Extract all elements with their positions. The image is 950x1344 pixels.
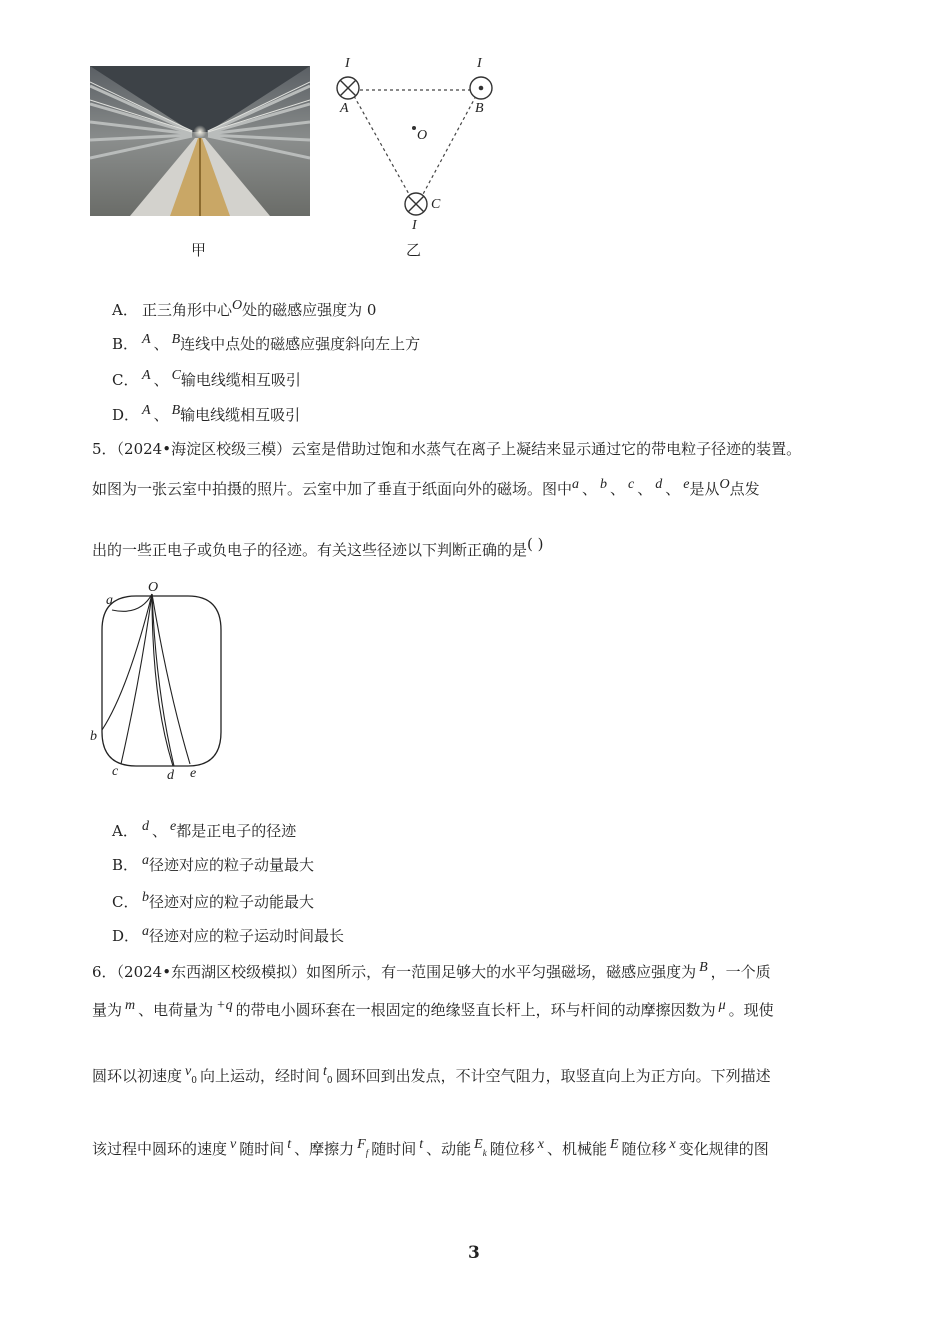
q6-line-4: 该过程中圆环的速度 v 随时间 t 、摩擦力 Ff 随时间 t 、动能 Ek 随位移 x 、机械能 E 随位移 x 变化规律的图 — [92, 1137, 769, 1158]
label-track-d: d — [167, 768, 174, 783]
track-e — [152, 594, 190, 764]
label-point-c: C — [431, 197, 441, 212]
track-b — [102, 594, 152, 730]
figure-yi-caption: 乙 — [406, 241, 422, 259]
label-point-o: O — [417, 128, 428, 143]
q4-option-d[interactable]: D． A 、 B输电线缆相互吸引 — [112, 403, 301, 424]
label-point-a: A — [340, 101, 349, 116]
label-current-b: I — [477, 56, 482, 71]
label-track-c: c — [112, 764, 119, 779]
q6-line-3: 圆环以初速度 v0 向上运动，经时间 t0 圆环回到出发点，不计空气阻力，取竖直向上为正方向。下列描述 — [92, 1064, 771, 1086]
q5-option-b[interactable]: B． a径迹对应的粒子动量最大 — [112, 853, 315, 874]
cable-triangle-diagram — [330, 56, 510, 266]
q5-option-a[interactable]: A． d 、 e都是正电子的径迹 — [112, 819, 297, 840]
page-number: 3 — [468, 1243, 480, 1263]
figure-jia-caption: 甲 — [191, 241, 207, 259]
q4-option-c[interactable]: C． A 、 C输电线缆相互吸引 — [112, 368, 301, 389]
cable-a-into-page-icon — [337, 77, 359, 99]
q5-line-3: 出的一些正电子或负电子的径迹。有关这些径迹以下判断正确的是( ) — [92, 535, 544, 559]
label-track-b: b — [90, 729, 97, 744]
q6-line-2: 量为 m 、电荷量为 +q 的带电小圆环套在一根固定的绝缘竖直长杆上，环与杆间的动摩擦因数为 μ 。现使 — [92, 998, 774, 1019]
cloud-chamber-diagram — [88, 580, 238, 785]
center-point-icon — [412, 126, 416, 130]
label-current-a: I — [345, 56, 350, 71]
label-origin-o: O — [148, 580, 159, 595]
label-track-e: e — [190, 766, 197, 781]
q5-option-c[interactable]: C． b径迹对应的粒子动能最大 — [112, 890, 315, 911]
q4-option-b[interactable]: B． A 、 B连线中点处的磁感应强度斜向左上方 — [112, 332, 421, 353]
label-track-a: a — [106, 593, 113, 608]
cable-c-into-page-icon — [405, 193, 427, 215]
track-d-1 — [152, 594, 173, 766]
answer-bracket: ( ) — [527, 535, 544, 553]
q6-line-1: 6．（2024•东西湖区校级模拟）如图所示，有一范围足够大的水平匀强磁场，磁感应强度为 B ，一个质 — [92, 960, 771, 981]
track-c — [121, 594, 152, 764]
q5-line-1: 5．（2024•海淀区校级三模）云室是借助过饱和水蒸气在离子上凝结来显示通过它的带电粒子径迹的装置。 — [92, 440, 802, 458]
cable-b-out-of-page-icon — [470, 77, 492, 99]
label-current-c: I — [412, 218, 417, 233]
label-point-b: B — [475, 101, 484, 116]
track-d-2 — [152, 594, 174, 766]
q5-line-2: 如图为一张云室中拍摄的照片。云室中加了垂直于纸面向外的磁场。图中a 、 b 、 c 、 d 、 e是从O点发 — [92, 477, 760, 498]
q4-option-a[interactable]: A． 正三角形中心O处的磁感应强度为 0 — [112, 298, 377, 319]
tunnel-photo — [90, 66, 310, 216]
q5-option-d[interactable]: D． a径迹对应的粒子运动时间最长 — [112, 924, 345, 945]
